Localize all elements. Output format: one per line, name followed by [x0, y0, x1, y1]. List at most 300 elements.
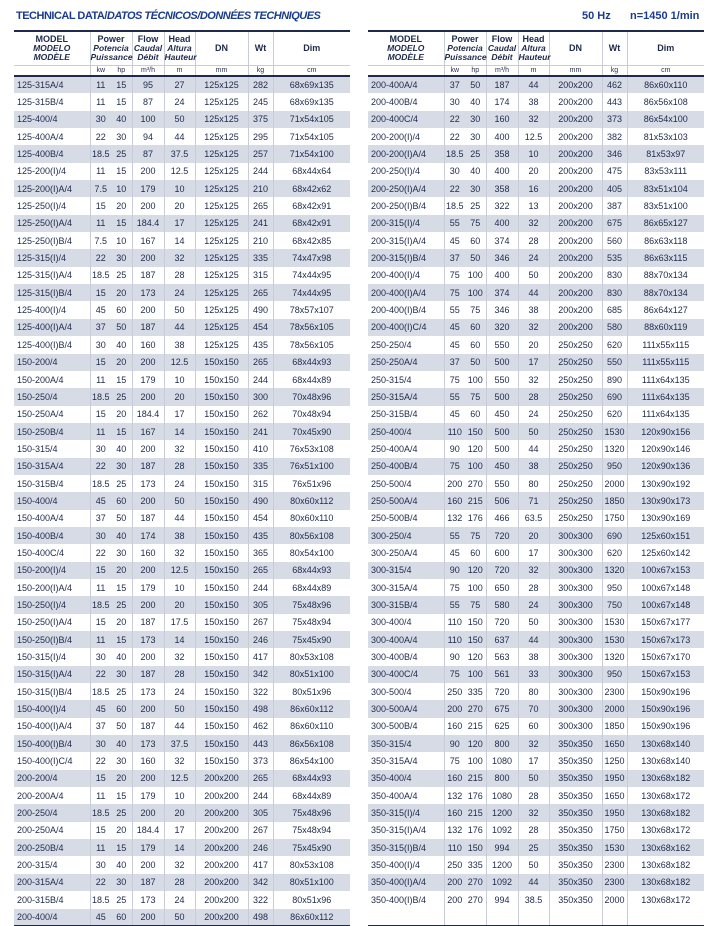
cell-model: 200-315(I)A/4 — [368, 232, 444, 249]
cell-model: 300-250A/4 — [368, 544, 444, 561]
table-row — [14, 423, 350, 440]
cell-flow: 187 — [132, 319, 164, 336]
table-row — [14, 458, 350, 475]
header-dim: Dim — [273, 31, 350, 65]
cell-dn: 200x200 — [549, 249, 602, 266]
table-row — [368, 510, 704, 527]
cell-dn: 125x125 — [195, 319, 248, 336]
cell-wt: 210 — [248, 180, 273, 197]
cell-model: 250-250A/4 — [368, 354, 444, 371]
table-row — [368, 492, 704, 509]
table-row — [368, 891, 704, 908]
cell-empty — [549, 909, 602, 926]
table-row — [14, 787, 350, 804]
cell-flow: 346 — [486, 301, 518, 318]
cell-head: 32 — [164, 648, 195, 665]
cell-flow: 187 — [132, 458, 164, 475]
cell-dim: 83x51x100 — [627, 197, 704, 214]
technical-data-table-left — [14, 30, 350, 926]
cell-hp: 15 — [111, 631, 132, 648]
table-row — [14, 111, 350, 128]
cell-dn: 350x350 — [549, 874, 602, 891]
cell-kw: 22 — [90, 128, 111, 145]
cell-hp: 15 — [111, 215, 132, 232]
cell-head: 24 — [164, 683, 195, 700]
cell-flow: 173 — [132, 683, 164, 700]
table-row — [14, 874, 350, 891]
cell-kw: 18.5 — [90, 475, 111, 492]
cell-model: 125-315(I)/4 — [14, 249, 90, 266]
cell-hp: 40 — [111, 111, 132, 128]
cell-kw: 11 — [90, 93, 111, 110]
cell-dim: 86x54x100 — [273, 752, 350, 769]
cell-dim: 68x42x91 — [273, 215, 350, 232]
table-row — [368, 874, 704, 891]
table-row — [14, 614, 350, 631]
cell-dn: 200x200 — [549, 163, 602, 180]
cell-kw: 160 — [444, 804, 465, 821]
cell-dn: 300x300 — [549, 666, 602, 683]
table-row — [14, 631, 350, 648]
table-row — [14, 180, 350, 197]
cell-dim: 80x53x108 — [273, 856, 350, 873]
technical-data-table-right — [368, 30, 704, 926]
table-row — [14, 735, 350, 752]
cell-flow: 675 — [486, 700, 518, 717]
unit-hp: hp — [465, 65, 486, 76]
cell-dim: 78x56x105 — [273, 319, 350, 336]
cell-kw: 11 — [90, 371, 111, 388]
cell-kw: 18.5 — [90, 683, 111, 700]
cell-kw: 18.5 — [90, 388, 111, 405]
cell-head: 44 — [518, 874, 549, 891]
cell-dim: 130x68x182 — [627, 874, 704, 891]
cell-dn: 200x200 — [195, 804, 248, 821]
cell-empty — [444, 909, 465, 926]
cell-wt: 435 — [248, 527, 273, 544]
cell-flow: 173 — [132, 284, 164, 301]
cell-wt: 435 — [248, 336, 273, 353]
cell-model: 125-250(I)/4 — [14, 197, 90, 214]
cell-wt: 560 — [602, 232, 627, 249]
header-dn: DN — [195, 31, 248, 65]
cell-kw: 55 — [444, 596, 465, 613]
cell-model: 200-315/4 — [14, 856, 90, 873]
cell-dn: 200x200 — [549, 145, 602, 162]
cell-flow: 720 — [486, 527, 518, 544]
cell-head: 17.5 — [164, 614, 195, 631]
table-row — [368, 423, 704, 440]
cell-hp: 100 — [465, 458, 486, 475]
cell-dn: 125x125 — [195, 267, 248, 284]
cell-hp: 270 — [465, 475, 486, 492]
cell-dn: 250x250 — [549, 458, 602, 475]
cell-model: 350-400A/4 — [368, 787, 444, 804]
cell-wt: 1850 — [602, 492, 627, 509]
cell-hp: 100 — [465, 579, 486, 596]
cell-kw: 45 — [444, 232, 465, 249]
cell-dim: 86x65x127 — [627, 215, 704, 232]
cell-model: 150-250(I)A/4 — [14, 614, 90, 631]
cell-kw: 45 — [90, 301, 111, 318]
cell-kw: 37 — [444, 249, 465, 266]
unit-wt: kg — [248, 65, 273, 76]
cell-model: 150-400C/4 — [14, 544, 90, 561]
cell-model: 350-315(I)/4 — [368, 804, 444, 821]
cell-hp: 20 — [111, 562, 132, 579]
cell-head: 33 — [518, 666, 549, 683]
cell-kw: 30 — [444, 163, 465, 180]
cell-model: 300-400/4 — [368, 614, 444, 631]
cell-hp: 25 — [111, 267, 132, 284]
cell-dim: 78x56x105 — [273, 336, 350, 353]
cell-wt: 410 — [248, 440, 273, 457]
cell-wt: 890 — [602, 371, 627, 388]
cell-model: 200-315(I)/4 — [368, 215, 444, 232]
cell-wt: 373 — [602, 111, 627, 128]
cell-hp: 215 — [465, 770, 486, 787]
cell-model: 125-250(I)A/4 — [14, 215, 90, 232]
cell-hp: 20 — [111, 354, 132, 371]
cell-flow: 506 — [486, 492, 518, 509]
table-row — [368, 197, 704, 214]
cell-dim: 150x67x153 — [627, 666, 704, 683]
table-row — [368, 180, 704, 197]
cell-head: 20 — [518, 163, 549, 180]
cell-model: 350-400/4 — [368, 770, 444, 787]
table-row — [14, 145, 350, 162]
cell-flow: 720 — [486, 562, 518, 579]
cell-head: 28 — [164, 458, 195, 475]
cell-dim: 81x53x103 — [627, 128, 704, 145]
cell-model: 150-250B/4 — [14, 423, 90, 440]
cell-flow: 550 — [486, 475, 518, 492]
cell-kw: 22 — [444, 180, 465, 197]
cell-hp: 50 — [465, 354, 486, 371]
table-row — [368, 406, 704, 423]
table-row — [14, 301, 350, 318]
cell-head: 50 — [518, 423, 549, 440]
cell-model: 200-250A/4 — [14, 822, 90, 839]
cell-dn: 125x125 — [195, 180, 248, 197]
cell-kw: 55 — [444, 301, 465, 318]
cell-dn: 125x125 — [195, 163, 248, 180]
cell-wt: 265 — [248, 770, 273, 787]
page-title: TECHNICAL DATA/DATOS TÉCNICOS/DONNÉES TECHNIQUES — [16, 10, 321, 22]
table-row — [368, 458, 704, 475]
unit-wt: kg — [602, 65, 627, 76]
cell-dim: 74x44x95 — [273, 284, 350, 301]
cell-hp: 50 — [465, 76, 486, 93]
cell-flow: 994 — [486, 891, 518, 908]
table-row — [368, 301, 704, 318]
cell-dim: 86x60x112 — [273, 909, 350, 926]
cell-model: 350-315(I)A/4 — [368, 822, 444, 839]
cell-flow: 173 — [132, 475, 164, 492]
table-row — [368, 215, 704, 232]
cell-dim: 80x51x96 — [273, 683, 350, 700]
cell-model: 200-315(I)B/4 — [368, 249, 444, 266]
cell-kw: 22 — [90, 752, 111, 769]
cell-model: 300-400C/4 — [368, 666, 444, 683]
cell-model: 200-400A/4 — [368, 76, 444, 93]
table-row — [14, 822, 350, 839]
cell-wt: 1530 — [602, 614, 627, 631]
cell-dim: 75x45x90 — [273, 839, 350, 856]
cell-kw: 30 — [90, 111, 111, 128]
cell-model: 125-400(I)A/4 — [14, 319, 90, 336]
cell-flow: 179 — [132, 579, 164, 596]
cell-head: 32 — [164, 440, 195, 457]
cell-flow: 374 — [486, 232, 518, 249]
cell-flow: 173 — [132, 891, 164, 908]
cell-head: 50 — [164, 909, 195, 926]
cell-wt: 620 — [602, 544, 627, 561]
unit-dim: cm — [627, 65, 704, 76]
cell-flow: 500 — [486, 388, 518, 405]
cell-wt: 620 — [602, 336, 627, 353]
cell-flow: 800 — [486, 735, 518, 752]
cell-model: 125-400B/4 — [14, 145, 90, 162]
cell-kw: 11 — [90, 423, 111, 440]
cell-wt: 265 — [248, 354, 273, 371]
cell-flow: 187 — [132, 874, 164, 891]
cell-dim: 86x56x108 — [627, 93, 704, 110]
cell-kw: 200 — [444, 700, 465, 717]
cell-kw: 37 — [444, 354, 465, 371]
cell-hp: 215 — [465, 492, 486, 509]
cell-wt: 2000 — [602, 891, 627, 908]
cell-dim: 150x90x196 — [627, 700, 704, 717]
cell-model: 200-250/4 — [14, 804, 90, 821]
cell-wt: 257 — [248, 145, 273, 162]
cell-kw: 18.5 — [444, 197, 465, 214]
cell-head: 28 — [164, 874, 195, 891]
cell-dn: 150x150 — [195, 371, 248, 388]
cell-hp: 30 — [111, 249, 132, 266]
cell-dim: 76x51x100 — [273, 458, 350, 475]
cell-dn: 300x300 — [549, 631, 602, 648]
table-row — [14, 891, 350, 908]
cell-flow: 322 — [486, 197, 518, 214]
cell-dn: 200x200 — [195, 822, 248, 839]
table-row-empty — [368, 909, 704, 926]
cell-head: 20 — [518, 336, 549, 353]
cell-kw: 22 — [444, 128, 465, 145]
table-row — [368, 111, 704, 128]
cell-kw: 30 — [90, 648, 111, 665]
cell-wt: 1650 — [602, 735, 627, 752]
cell-model: 150-400(I)C/4 — [14, 752, 90, 769]
cell-kw: 15 — [90, 562, 111, 579]
cell-head: 28 — [518, 388, 549, 405]
cell-head: 50 — [518, 614, 549, 631]
cell-head: 80 — [518, 683, 549, 700]
cell-dim: 100x67x148 — [627, 596, 704, 613]
cell-head: 12.5 — [164, 354, 195, 371]
cell-dn: 125x125 — [195, 197, 248, 214]
cell-wt: 462 — [602, 76, 627, 93]
cell-hp: 25 — [111, 891, 132, 908]
cell-dim: 130x68x140 — [627, 752, 704, 769]
cell-dim: 70x48x94 — [273, 406, 350, 423]
table-row — [368, 562, 704, 579]
cell-hp: 60 — [465, 336, 486, 353]
cell-wt: 210 — [248, 232, 273, 249]
cell-hp: 20 — [111, 614, 132, 631]
cell-head: 60 — [518, 718, 549, 735]
cell-kw: 22 — [90, 666, 111, 683]
cell-head: 12.5 — [164, 562, 195, 579]
cell-head: 32 — [518, 562, 549, 579]
header-power: Power Potencia Puissance — [90, 31, 132, 65]
cell-hp: 40 — [111, 735, 132, 752]
cell-dim: 75x48x96 — [273, 804, 350, 821]
cell-hp: 15 — [111, 371, 132, 388]
cell-kw: 45 — [90, 492, 111, 509]
cell-flow: 187 — [132, 267, 164, 284]
cell-head: 24 — [164, 284, 195, 301]
cell-wt: 2000 — [602, 475, 627, 492]
cell-kw: 7.5 — [90, 180, 111, 197]
cell-hp: 50 — [465, 249, 486, 266]
cell-head: 10 — [518, 145, 549, 162]
cell-kw: 11 — [90, 163, 111, 180]
cell-flow: 200 — [132, 909, 164, 926]
cell-flow: 200 — [132, 562, 164, 579]
cell-hp: 40 — [111, 648, 132, 665]
unit-dn: mm — [195, 65, 248, 76]
cell-hp: 25 — [465, 145, 486, 162]
cell-dn: 250x250 — [549, 336, 602, 353]
cell-head: 44 — [164, 319, 195, 336]
cell-hp: 100 — [465, 284, 486, 301]
cell-head: 50 — [518, 856, 549, 873]
cell-dn: 250x250 — [549, 492, 602, 509]
header-flow: Flow Caudal Débit — [132, 31, 164, 65]
cell-wt: 950 — [602, 458, 627, 475]
cell-head: 12.5 — [164, 770, 195, 787]
cell-head: 32 — [164, 249, 195, 266]
cell-flow: 200 — [132, 354, 164, 371]
cell-dim: 78x57x107 — [273, 301, 350, 318]
cell-dn: 250x250 — [549, 440, 602, 457]
table-row — [368, 76, 704, 93]
cell-hp: 10 — [111, 180, 132, 197]
cell-kw: 15 — [90, 354, 111, 371]
cell-model: 200-250B/4 — [14, 839, 90, 856]
table-row — [14, 354, 350, 371]
cell-empty — [465, 909, 486, 926]
table-row — [14, 197, 350, 214]
cell-dn: 200x200 — [195, 874, 248, 891]
cell-hp: 30 — [111, 752, 132, 769]
cell-wt: 244 — [248, 163, 273, 180]
cell-head: 50 — [164, 301, 195, 318]
unit-flow: m³/h — [486, 65, 518, 76]
cell-dim: 71x54x105 — [273, 111, 350, 128]
cell-wt: 241 — [248, 423, 273, 440]
cell-dim: 80x56x108 — [273, 527, 350, 544]
unit-flow: m³/h — [132, 65, 164, 76]
cell-kw: 90 — [444, 648, 465, 665]
cell-wt: 443 — [602, 93, 627, 110]
cell-head: 24 — [164, 475, 195, 492]
table-row — [368, 631, 704, 648]
cell-dn: 150x150 — [195, 527, 248, 544]
cell-model: 200-200(I)A/4 — [368, 145, 444, 162]
cell-flow: 720 — [486, 683, 518, 700]
cell-dim: 75x48x94 — [273, 822, 350, 839]
cell-head: 32 — [518, 111, 549, 128]
cell-dn: 125x125 — [195, 284, 248, 301]
table-row — [368, 284, 704, 301]
cell-hp: 60 — [465, 544, 486, 561]
cell-dim: 80x54x100 — [273, 544, 350, 561]
cell-wt: 950 — [602, 579, 627, 596]
cell-dim: 88x70x134 — [627, 267, 704, 284]
cell-model: 200-200A/4 — [14, 787, 90, 804]
cell-head: 38 — [518, 458, 549, 475]
cell-wt: 417 — [248, 856, 273, 873]
cell-kw: 15 — [90, 822, 111, 839]
cell-kw: 160 — [444, 770, 465, 787]
frequency-label: 50 Hz — [582, 10, 611, 22]
table-row — [368, 752, 704, 769]
table-row — [14, 371, 350, 388]
cell-dim: 130x68x162 — [627, 839, 704, 856]
table-row — [14, 492, 350, 509]
cell-wt: 265 — [248, 197, 273, 214]
cell-kw: 11 — [90, 76, 111, 93]
cell-model: 125-200(I)A/4 — [14, 180, 90, 197]
cell-head: 28 — [164, 666, 195, 683]
cell-head: 32 — [518, 319, 549, 336]
cell-model: 300-400B/4 — [368, 648, 444, 665]
table-row — [14, 562, 350, 579]
cell-wt: 262 — [248, 406, 273, 423]
cell-head: 10 — [164, 579, 195, 596]
cell-dn: 250x250 — [549, 510, 602, 527]
cell-kw: 30 — [90, 735, 111, 752]
cell-wt: 1750 — [602, 510, 627, 527]
cell-dn: 250x250 — [549, 371, 602, 388]
cell-dn: 200x200 — [549, 301, 602, 318]
cell-hp: 60 — [111, 492, 132, 509]
cell-dim: 74x44x95 — [273, 267, 350, 284]
cell-flow: 184.4 — [132, 822, 164, 839]
cell-empty — [518, 909, 549, 926]
cell-dn: 300x300 — [549, 683, 602, 700]
cell-flow: 95 — [132, 76, 164, 93]
cell-head: 14 — [164, 631, 195, 648]
cell-hp: 120 — [465, 735, 486, 752]
cell-wt: 342 — [248, 666, 273, 683]
cell-dim: 86x60x112 — [273, 700, 350, 717]
cell-dn: 125x125 — [195, 93, 248, 110]
cell-dn: 125x125 — [195, 215, 248, 232]
cell-dim: 130x68x182 — [627, 770, 704, 787]
unit-kw: kw — [444, 65, 465, 76]
cell-head: 17 — [518, 354, 549, 371]
cell-flow: 200 — [132, 596, 164, 613]
cell-model: 150-315A/4 — [14, 458, 90, 475]
cell-flow: 1200 — [486, 804, 518, 821]
cell-hp: 335 — [465, 856, 486, 873]
cell-dim: 76x51x96 — [273, 475, 350, 492]
header-flow: Flow Caudal Débit — [486, 31, 518, 65]
cell-dim: 83x53x111 — [627, 163, 704, 180]
